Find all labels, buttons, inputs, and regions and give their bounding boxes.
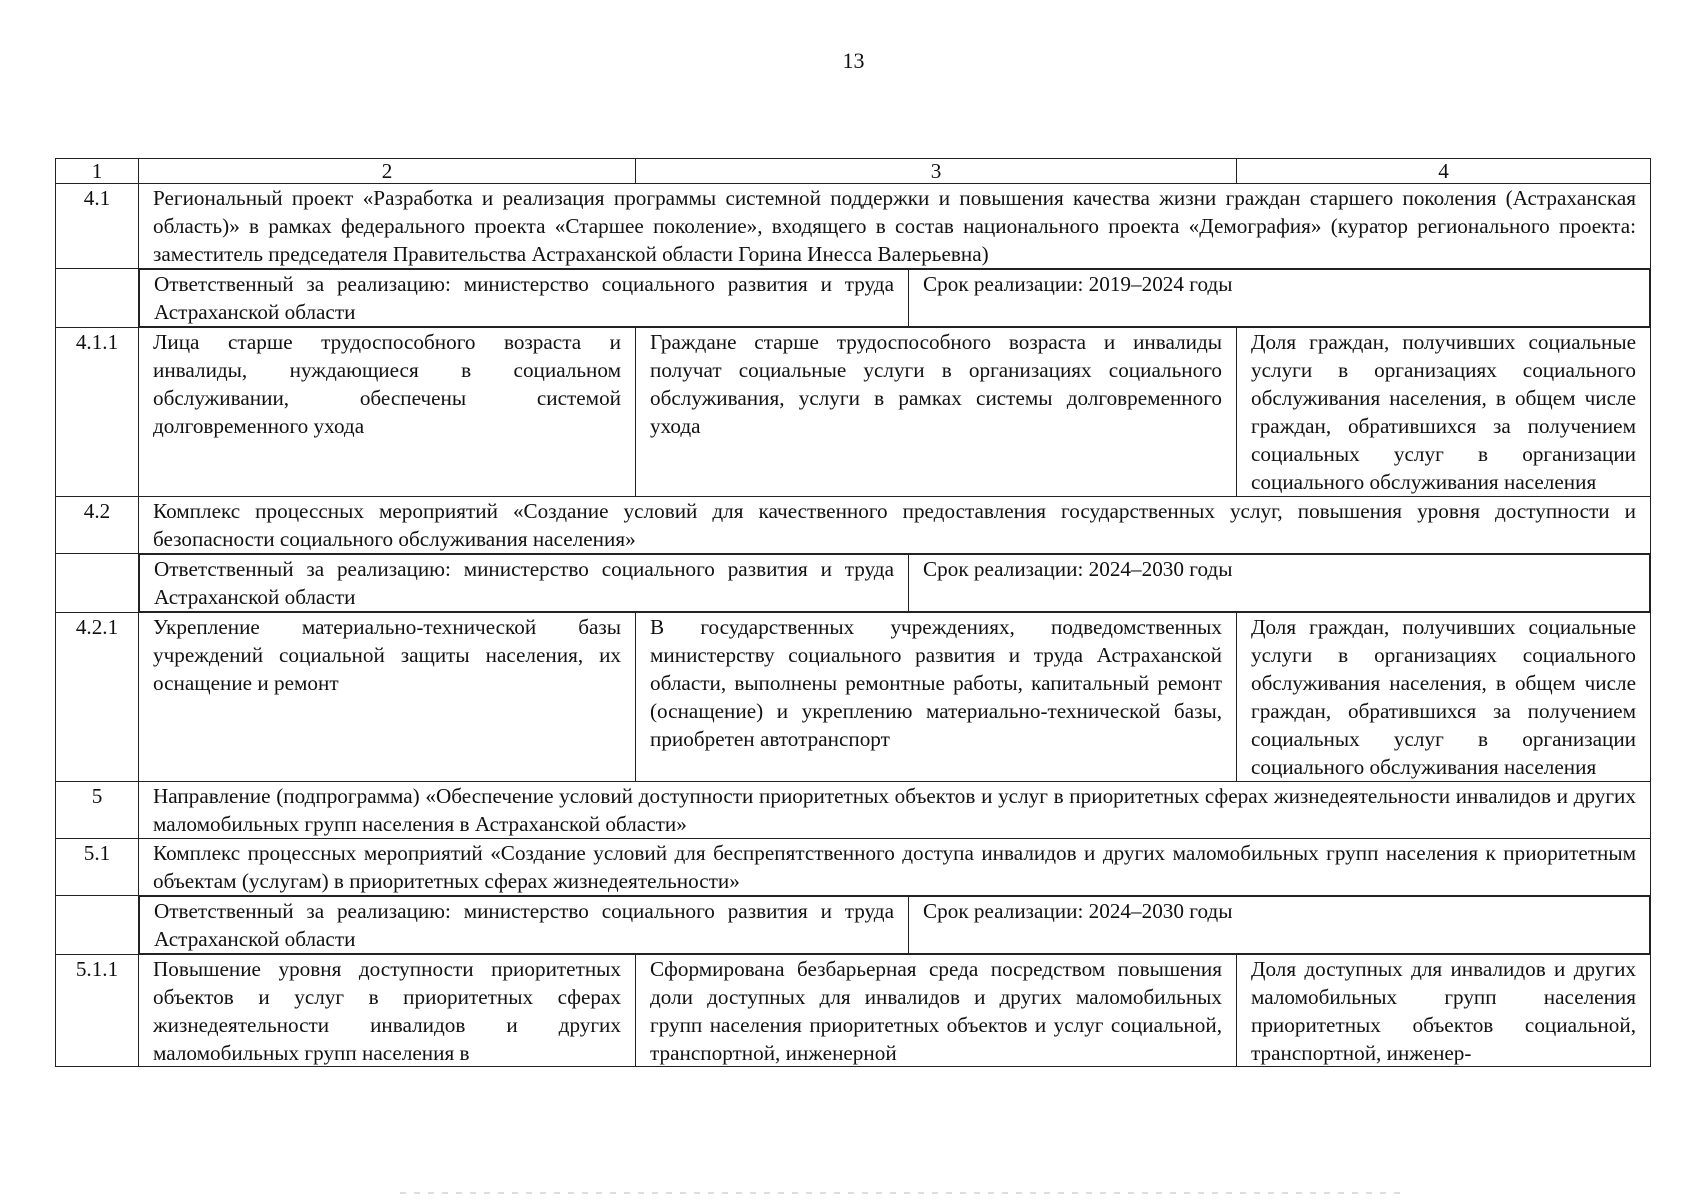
item-row [56, 955, 1651, 1067]
responsible-text: Ответственный за реализацию: министерство социального развития и труда Астраханской области [140, 897, 909, 954]
responsible-row [56, 269, 1651, 328]
item-result: В государственных учреждениях, подведомственных министерству социального развития и труда Астраханской области, выполнены ремонтные работы, капитальный ремонт (оснащение) и укреплению материально-технической базы, приобретен автотранспорт [636, 613, 1237, 782]
row-number: 4.1.1 [56, 328, 139, 497]
responsible-row [56, 896, 1651, 955]
term-text: Срок реализации: 2019–2024 годы [909, 270, 1650, 327]
responsible-row [56, 554, 1651, 613]
responsible-cell [139, 554, 1651, 613]
responsible-cell [139, 896, 1651, 955]
header-col-4: 4 [1237, 159, 1651, 184]
item-indicator: Доля граждан, получивших социальные услуги в организациях социального обслуживания населения, в общем числе граждан, обратившихся за получением социальных услуг в организации социального обслуживания населения [1237, 328, 1651, 497]
section-row [56, 839, 1651, 896]
item-indicator: Доля доступных для инвалидов и других маломобильных групп населения приоритетных объектов социальной, транспортной, инженер- [1237, 955, 1651, 1067]
row-number-empty [56, 554, 139, 613]
section-row [56, 497, 1651, 554]
row-number: 5.1 [56, 839, 139, 896]
header-col-3: 3 [636, 159, 1237, 184]
scan-artifact [400, 1192, 1400, 1194]
item-row [56, 613, 1651, 782]
row-number: 4.2.1 [56, 613, 139, 782]
section-row [56, 782, 1651, 839]
item-task: Повышение уровня доступности приоритетных объектов и услуг в приоритетных сферах жизнедеятельности инвалидов и других маломобильных групп населения в [139, 955, 636, 1067]
section-title: Направление (подпрограмма) «Обеспечение условий доступности приоритетных объектов и услуг в приоритетных сферах жизнедеятельности инвалидов и других маломобильных групп населения в Астраханской области» [139, 782, 1651, 839]
responsible-text: Ответственный за реализацию: министерство социального развития и труда Астраханской области [140, 270, 909, 327]
header-col-1: 1 [56, 159, 139, 184]
section-title: Региональный проект «Разработка и реализация программы системной поддержки и повышения качества жизни граждан старшего поколения (Астраханская область)» в рамках федерального проекта «Старшее поколение», входящего в состав национального проекта «Демография» (куратор регионального проекта: заместитель председателя Правительства Астраханской области Горина Инесса Валерьевна) [139, 184, 1651, 269]
item-row [56, 328, 1651, 497]
item-task: Укрепление материально-технической базы учреждений социальной защиты населения, их оснащение и ремонт [139, 613, 636, 782]
section-title: Комплекс процессных мероприятий «Создание условий для беспрепятственного доступа инвалидов и других маломобильных групп населения к приоритетным объектам (услугам) в приоритетных сферах жизнедеятельности» [139, 839, 1651, 896]
header-row [56, 159, 1651, 184]
row-number: 5 [56, 782, 139, 839]
row-number-empty [56, 269, 139, 328]
section-title: Комплекс процессных мероприятий «Создание условий для качественного предоставления государственных услуг, повышения уровня доступности и безопасности социального обслуживания населения» [139, 497, 1651, 554]
program-table [55, 158, 1651, 1067]
item-indicator: Доля граждан, получивших социальные услуги в организациях социального обслуживания населения, в общем числе граждан, обратившихся за получением социальных услуг в организации социального обслуживания населения [1237, 613, 1651, 782]
row-number: 4.1 [56, 184, 139, 269]
term-text: Срок реализации: 2024–2030 годы [909, 555, 1650, 612]
item-task: Лица старше трудоспособного возраста и инвалиды, нуждающиеся в социальном обслуживании, обеспечены системой долговременного ухода [139, 328, 636, 497]
page-number: 13 [842, 48, 865, 73]
header-col-2: 2 [139, 159, 636, 184]
term-text: Срок реализации: 2024–2030 годы [909, 897, 1650, 954]
row-number: 5.1.1 [56, 955, 139, 1067]
section-row [56, 184, 1651, 269]
item-result: Сформирована безбарьерная среда посредством повышения доли доступных для инвалидов и других маломобильных групп населения приоритетных объектов и услуг социальной, транспортной, инженерной [636, 955, 1237, 1067]
responsible-cell [139, 269, 1651, 328]
item-result: Граждане старше трудоспособного возраста и инвалиды получат социальные услуги в организациях социального обслуживания, услуги в рамках системы долговременного ухода [636, 328, 1237, 497]
responsible-text: Ответственный за реализацию: министерство социального развития и труда Астраханской области [140, 555, 909, 612]
row-number: 4.2 [56, 497, 139, 554]
row-number-empty [56, 896, 139, 955]
